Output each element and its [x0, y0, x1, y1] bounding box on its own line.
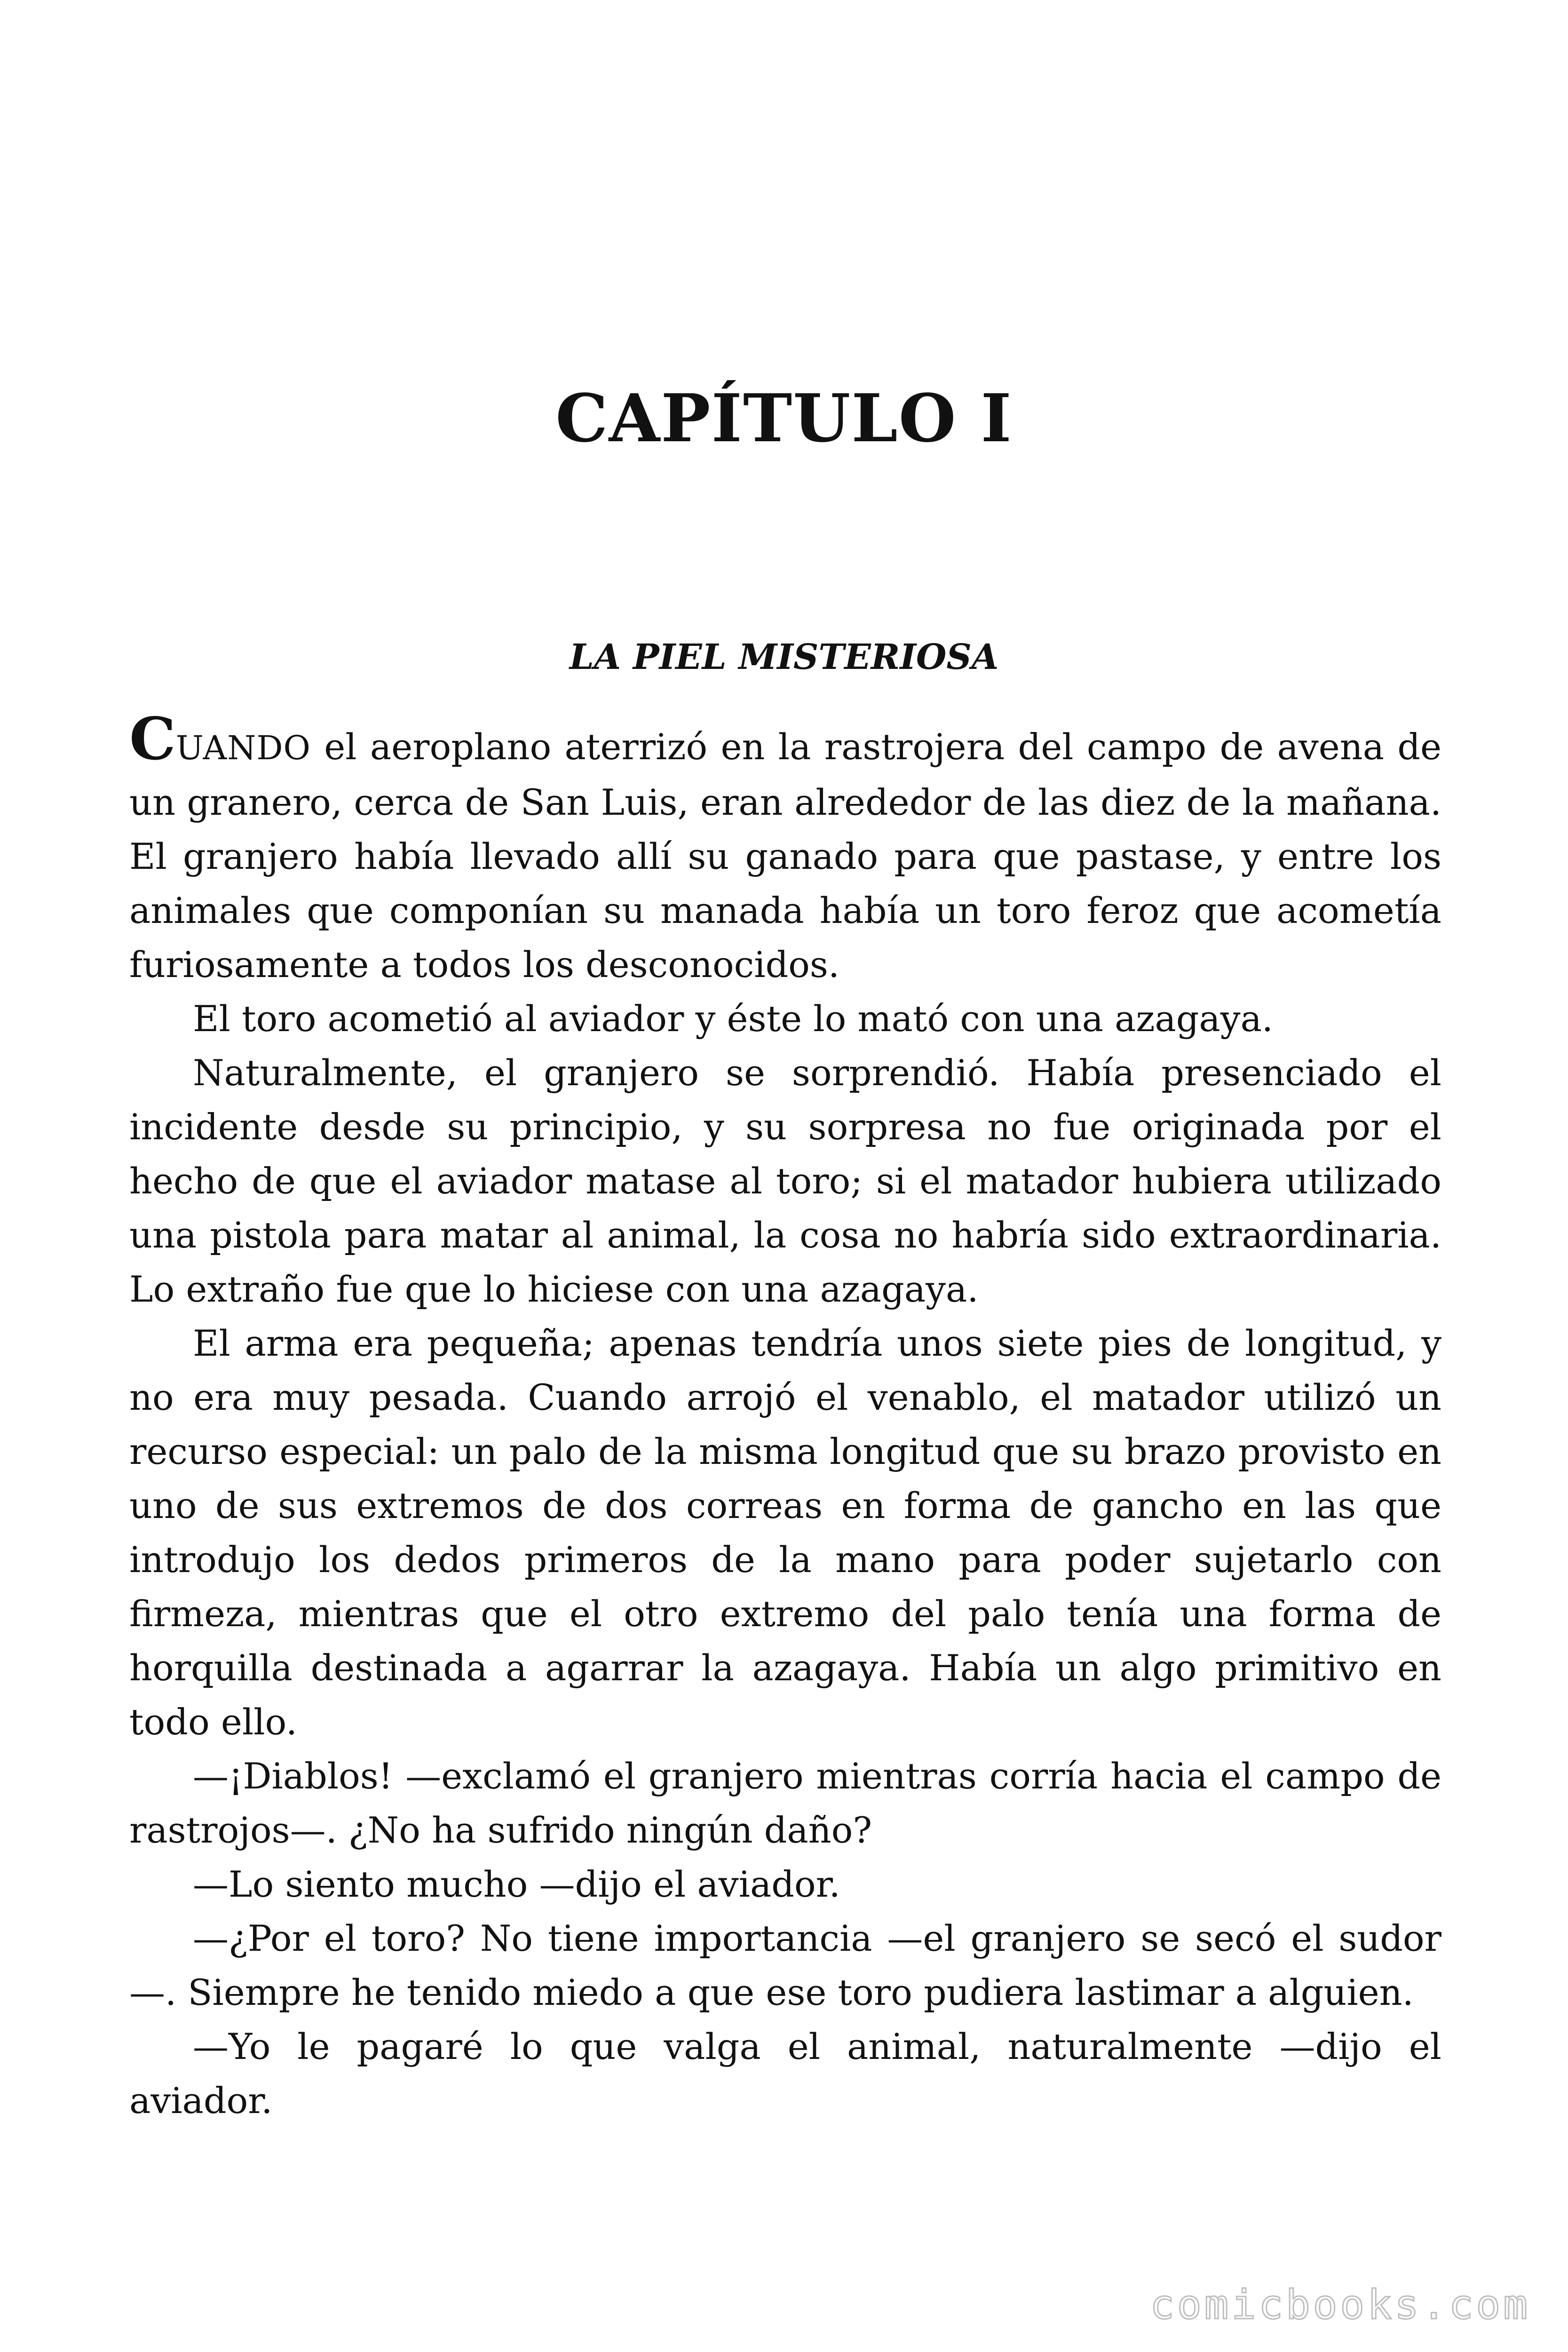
chapter-body	[129, 705, 1441, 2128]
opening-word: UANDO	[175, 729, 311, 767]
paragraph-4: El arma era pequeña; apenas tendría unos siete pies de longitud, y no era muy pesada. Cuando arrojó el venablo, el matador utilizó un recurso especial: un palo de la misma longitud que su brazo provisto en uno de sus extremos de dos correas en forma de gancho en las que introdujo los dedos primeros de la mano para poder sujetarlo con firmeza, mientras que el otro extremo del palo tenía una forma de horquilla destinada a agarrar la azagaya. Había un algo primitivo en todo ello.	[129, 1322, 1441, 1743]
paragraph-7: —¿Por el toro? No tiene importancia —el granjero se secó el sudor—. Siempre he tenido miedo a que ese toro pudiera lastimar a alguien.	[129, 1917, 1441, 2013]
paragraph-1	[129, 705, 1441, 992]
paragraph-5: —¡Diablos! —exclamó el granjero mientras corría hacia el campo de rastrojos—. ¿No ha sufrido ningún daño?	[129, 1755, 1441, 1851]
watermark: comicbooks.com	[1150, 2281, 1530, 2328]
paragraph-6: —Lo siento mucho —dijo el aviador.	[193, 1863, 840, 1905]
chapter-subtitle: LA PIEL MISTERIOSA	[569, 637, 999, 677]
paragraph-1-text: el aeroplano aterrizó en la rastrojera del campo de avena de un granero, cerca de San Luis, eran alrededor de las diez de la mañana. El granjero había llevado allí su ganado para que pastase, y entre los animales que componían su manada había un toro feroz que acometía furiosamente a todos los desconocidos.	[129, 726, 1441, 985]
paragraph-2: El toro acometió al aviador y éste lo mató con una azagaya.	[193, 998, 1274, 1040]
paragraph-8: —Yo le pagaré lo que valga el animal, naturalmente —dijo el aviador.	[129, 2026, 1441, 2122]
paragraph-3: Naturalmente, el granjero se sorprendió. Había presenciado el incidente desde su principio, y su sorpresa no fue originada por el hecho de que el aviador matase al toro; si el matador hubiera utilizado una pistola para matar al animal, la cosa no habría sido extraordinaria. Lo extraño fue que lo hiciese con una azagaya.	[129, 1052, 1441, 1310]
drop-cap: C	[129, 705, 176, 773]
chapter-title: CAPÍTULO I	[555, 380, 1013, 457]
